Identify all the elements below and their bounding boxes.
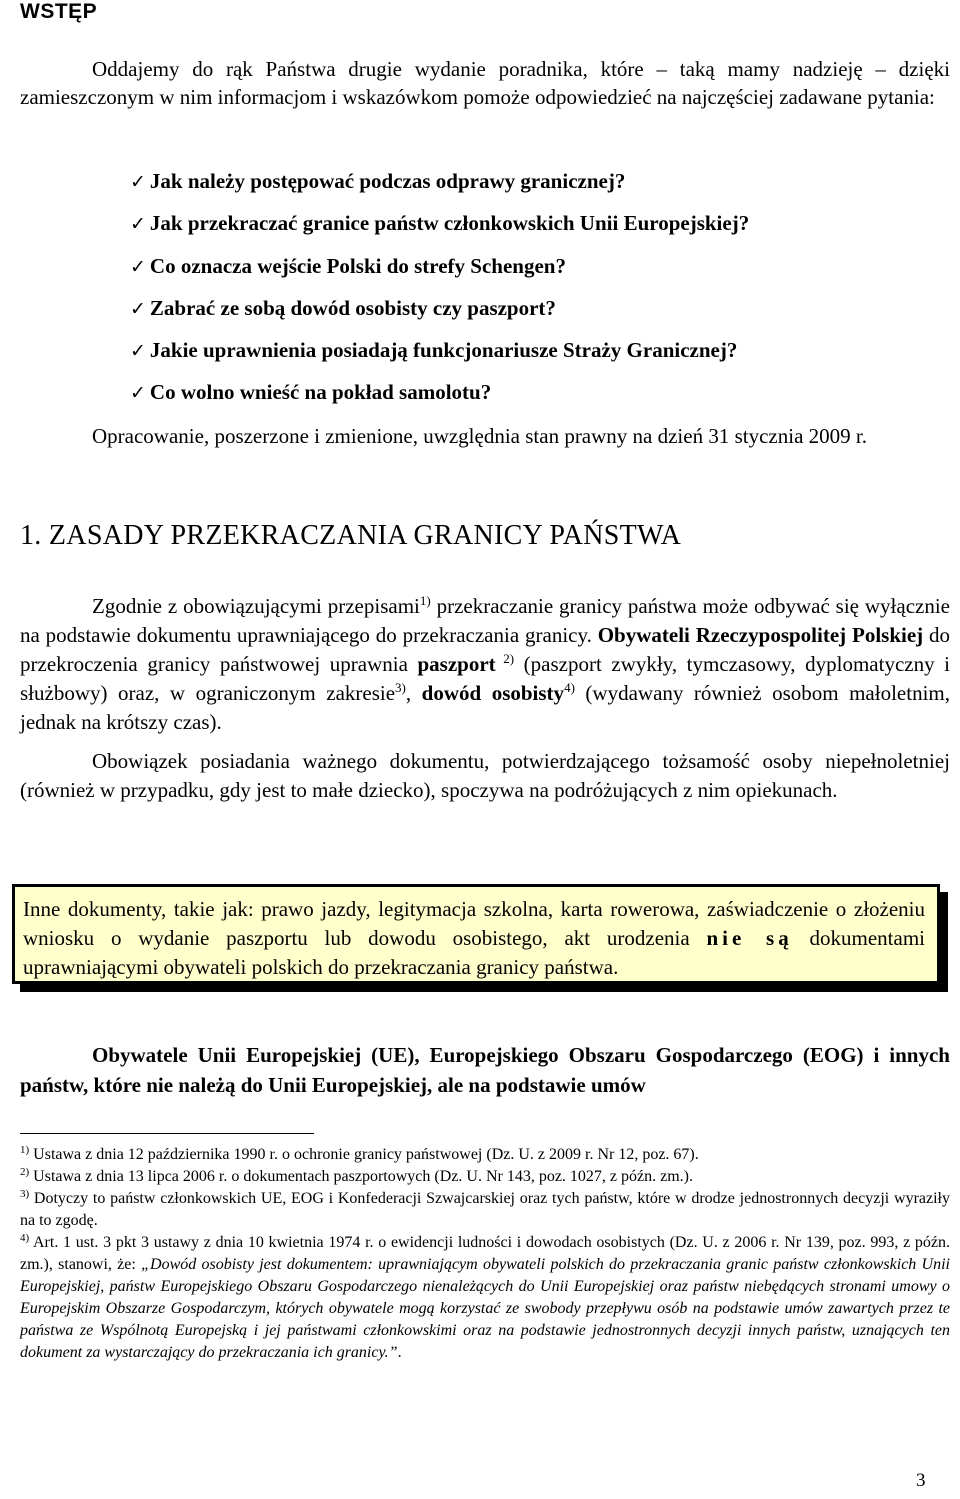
checkmark-icon: ✓ [130, 171, 146, 193]
section-paragraph-1: Zgodnie z obowiązującymi przepisami$^{1)}$ przekraczanie granicy państwa może odbywać się wyłącznie na podstawie dokumentu uprawniającego do przekraczania granicy. Obywateli Rzeczypospolitej Polskiej do przekroczenia granicy państwowej uprawnia paszport $^{2)}$ (paszport zwykły, tymczasowy, dyplomatyczny i służbowy) oraz, w ograniczonym zakresie$^{3)}$, dowód osobisty$^{4)}$ (wydawany również osobom małoletnim, jednak na krótszy czas). [20, 593, 951, 734]
footnote-3: $^{3)}$ Dotyczy to państw członkowskich UE, EOG i Konfederacji Szwajcarskiej oraz tych państw, które w drodze jednostronnych decyzji wyraziły na to zgodę. [20, 1188, 950, 1229]
checkmark-icon: ✓ [130, 340, 146, 363]
page-number: 3 [916, 1470, 926, 1491]
page-heading: WSTĘP [20, 0, 98, 23]
list-item [130, 377, 749, 419]
intro-paragraph: Oddajemy do rąk Państwa drugie wydanie poradnika, które – taką mamy nadzieję – dzięki zamieszczonym w nim informacjom i wskazówkom pomoże odpowiedzieć na najczęściej zadawane pytania: [20, 57, 950, 109]
list-item [130, 166, 749, 208]
checkmark-icon: ✓ [130, 213, 146, 236]
emphasis-text: nie są [706, 926, 793, 950]
info-box-text: Inne dokumenty, takie jak: prawo jazdy, legitymacja szkolna, karta rowerowa, zaświadczenie o złożeniu wniosku o wydanie paszportu lub dowodu osobistego, akt urodzenia nie są dokumentami uprawniającymi obywateli polskich do przekraczania granicy państwa. [23, 897, 925, 979]
footnote-4: $^{4)}$ Art. 1 ust. 3 pkt 3 ustawy z dnia 10 kwietnia 1974 r. o ewidencji ludności i dowodach osobistych (Dz. U. z 2006 r. Nr 139, poz. 993, z późn. zm.), stanowi, że: „Dowód osobisty jest dokumentem: uprawniającym obywateli polskich do przekraczania granic państw członkowskich Unii Europejskiej, państw Europejskiego Obszaru Gospodarczego nienależących do Unii Europejskiej oraz państw niebędących stronami umowy o Europejskim Obszarze Gospodarczym, których obywatele mogą korzystać ze swobody przepływu osób na podstawie umów zawartych przez te państwa ze Wspólnotą Europejską i jej państwami członkowskimi oraz na podstawie jednostronnych decyzji innych państw, uznających ten dokument za wystarczający do przekraczania ich granicy.”. [20, 1232, 951, 1361]
section-body [20, 592, 950, 805]
question-text: Zabrać ze sobą dowód osobisty czy paszport? [149, 295, 556, 320]
revision-note: Opracowanie, poszerzone i zmienione, uwzględnia stan prawny na dzień 31 stycznia 2009 r. [92, 424, 867, 448]
eu-citizens-heading: Obywatele Unii Europejskiej (UE), Europejskiego Obszaru Gospodarczego (EOG) i innych państw, które nie należą do Unii Europejskiej, ale na podstawie umów [20, 1043, 950, 1097]
question-text: Jakie uprawnienia posiadają funkcjonariusze Straży Granicznej? [149, 338, 738, 363]
footnote-1: $^{1)}$ Ustawa z dnia 12 października 1990 r. o ochronie granicy państwowej (Dz. U. z 2009 r. Nr 12, poz. 67). [20, 1144, 699, 1163]
footnotes [20, 1144, 950, 1364]
checkmark-icon: ✓ [130, 255, 146, 278]
footnote-separator [20, 1133, 314, 1134]
question-text: Co oznacza wejście Polski do strefy Schengen? [149, 253, 566, 278]
checkmark-icon: ✓ [130, 297, 146, 320]
footnote-2: $^{2)}$ Ustawa z dnia 13 lipca 2006 r. o dokumentach paszportowych (Dz. U. Nr 143, poz. 1027, z późn. zm.). [20, 1166, 693, 1185]
section-title: 1. ZASADY PRZEKRACZANIA GRANICY PAŃSTWA [20, 520, 682, 551]
question-text: Co wolno wnieść na pokład samolotu? [149, 380, 492, 405]
footnote-ref: 1) [419, 593, 431, 608]
section-paragraph-2: Obowiązek posiadania ważnego dokumentu, potwierdzającego tożsamość osoby niepełnoletniej (również w przypadku, gdy jest to małe dziecko), spoczywa na podróżujących z nim opiekunach. [20, 749, 950, 802]
checkmark-icon: ✓ [130, 382, 146, 405]
question-text: Jak przekraczać granice państw członkowskich Unii Europejskiej? [149, 211, 750, 236]
footnote-ref: 4) [564, 680, 575, 695]
list-item [130, 251, 749, 293]
footnote-ref: 3) [395, 680, 406, 695]
info-box [12, 884, 940, 984]
list-item [130, 335, 749, 377]
footnote-ref: 2) [495, 651, 515, 666]
list-item [130, 293, 749, 335]
question-list [130, 166, 749, 420]
list-item [130, 208, 749, 250]
question-text: Jak należy postępować podczas odprawy granicznej? [149, 169, 626, 193]
